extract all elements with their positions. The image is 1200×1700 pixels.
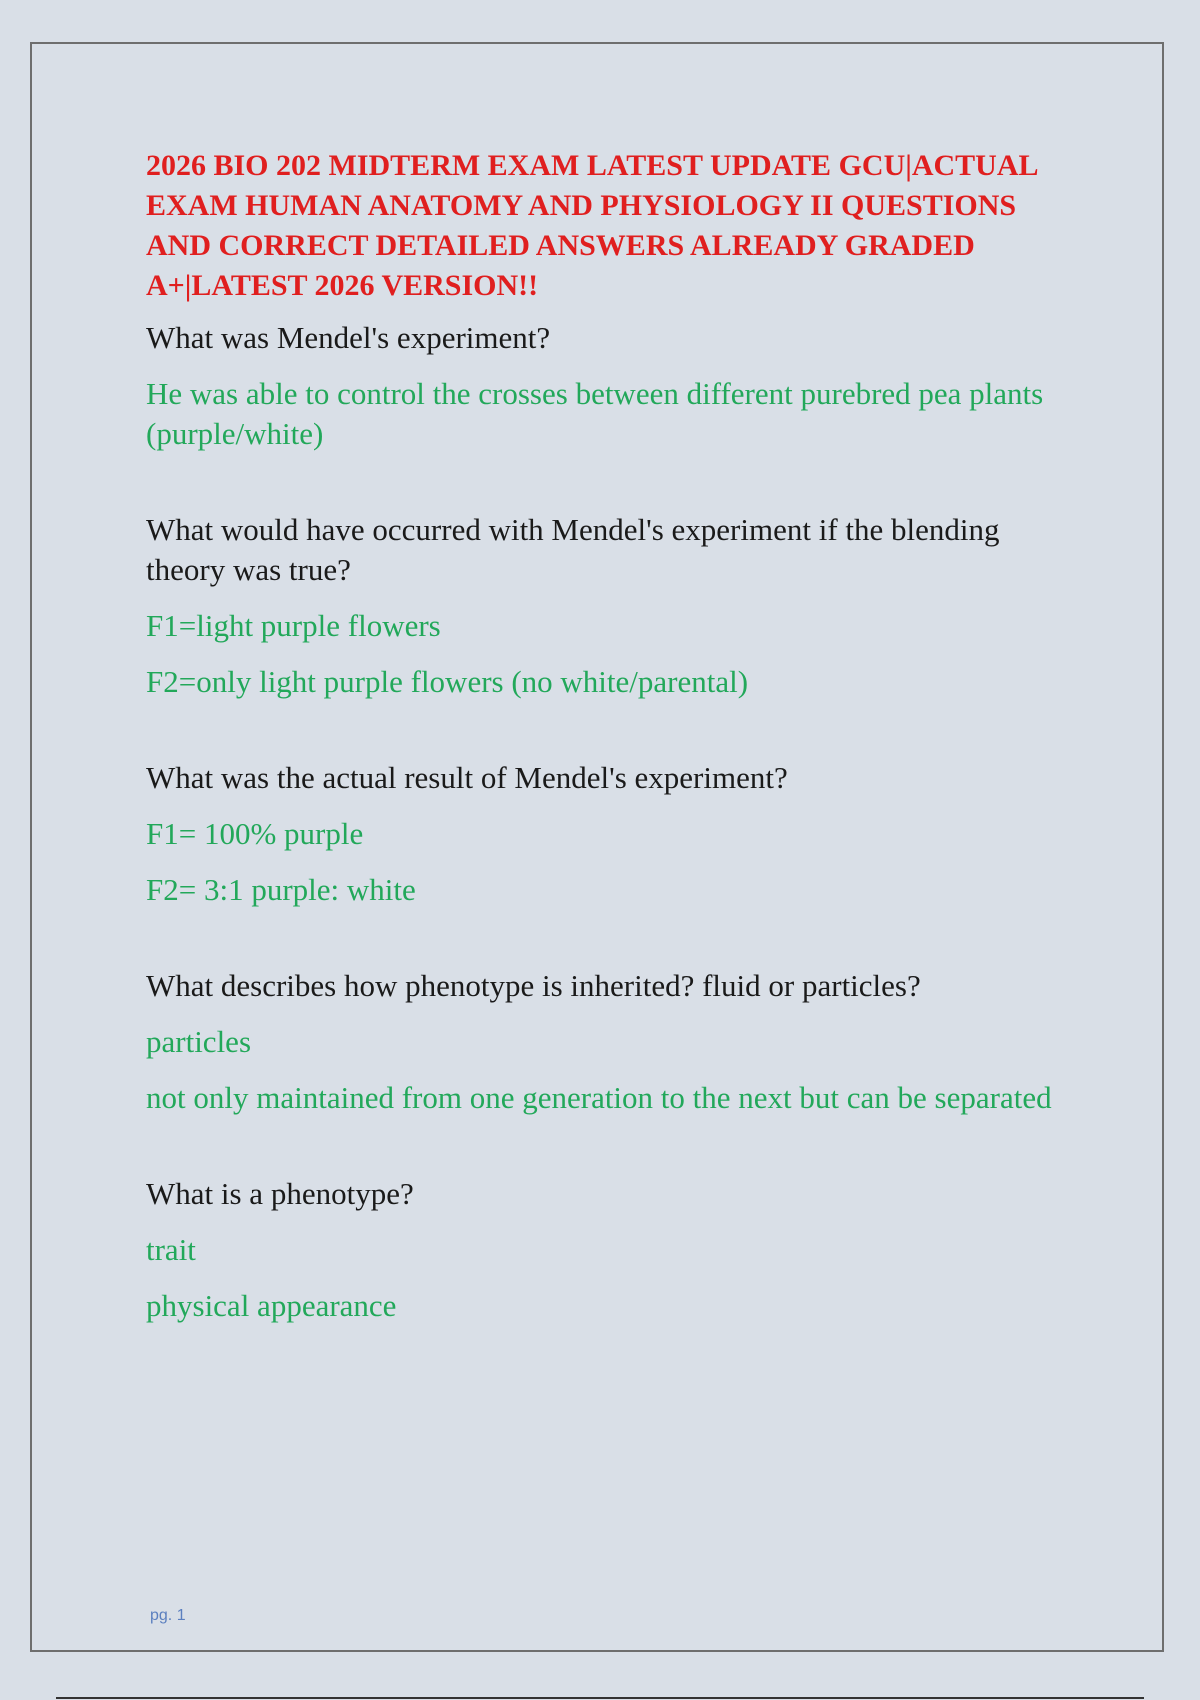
answer-text: physical appearance	[146, 1288, 397, 1323]
answer-text: not only maintained from one generation to the next but can be separated	[146, 1080, 1052, 1115]
answer-text: trait	[146, 1232, 196, 1267]
answer-text: F2= 3:1 purple: white	[146, 872, 416, 907]
question-text: What is a phenotype?	[146, 1176, 414, 1211]
qa-item	[146, 318, 1056, 454]
document-content	[146, 146, 1056, 1382]
answer-text: F2=only light purple flowers (no white/parental)	[146, 664, 749, 699]
document-title: 2026 BIO 202 MIDTERM EXAM LATEST UPDATE GCU|ACTUAL EXAM HUMAN ANATOMY AND PHYSIOLOGY II QUESTIONS AND CORRECT DETAILED ANSWERS ALREADY GRADED A+|LATEST 2026 VERSION!!	[146, 149, 1037, 302]
answer-text: F1= 100% purple	[146, 816, 364, 851]
qa-item	[146, 510, 1056, 702]
answer-text: particles	[146, 1024, 252, 1059]
bottom-divider	[56, 1697, 1144, 1699]
answer-text: F1=light purple flowers	[146, 608, 441, 643]
question-text: What was Mendel's experiment?	[146, 320, 551, 355]
question-text: What describes how phenotype is inherited? fluid or particles?	[146, 968, 921, 1003]
question-text: What would have occurred with Mendel's experiment if the blending theory was true?	[146, 512, 1000, 587]
qa-item	[146, 1174, 1056, 1326]
question-text: What was the actual result of Mendel's experiment?	[146, 760, 788, 795]
qa-item	[146, 758, 1056, 910]
answer-text: He was able to control the crosses between different purebred pea plants (purple/white)	[146, 376, 1044, 451]
page-number: pg. 1	[150, 1607, 186, 1624]
qa-item	[146, 966, 1056, 1118]
